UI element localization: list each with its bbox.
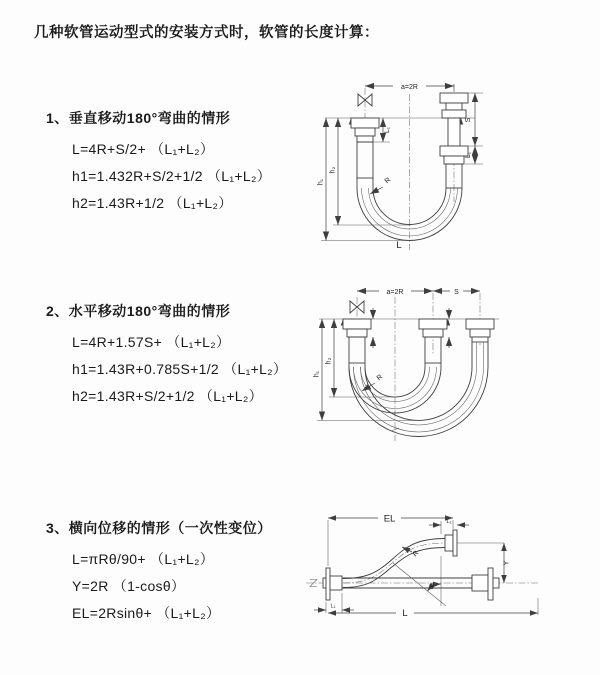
right-pipe-fitting xyxy=(466,319,494,342)
hose-u-bend-displaced xyxy=(349,342,488,437)
formula-line: h2=1.43R+S/2+1/2 （L₁+L₂） xyxy=(72,388,263,404)
radius-leader xyxy=(402,547,420,558)
dim-h1-label: h₁ xyxy=(317,178,325,186)
formula-line: L=4R+1.57S+ （L₁+L₂） xyxy=(72,334,231,350)
left-flange xyxy=(323,568,342,600)
dim-y-label: Y xyxy=(503,560,511,566)
formula-line: L=4R+S/2+ （L₁+L₂） xyxy=(72,141,215,157)
dim-s-label: S xyxy=(454,289,459,296)
section-3-formulas xyxy=(72,546,272,627)
dim-h1-label: h₁ xyxy=(313,370,321,378)
angle-theta-label: θ xyxy=(430,584,434,591)
dim-l1-bottom xyxy=(314,593,354,613)
dim-l xyxy=(328,598,538,619)
dim-l1-top xyxy=(429,519,469,534)
section-3-heading: 3、横向位移的情形（一次性变位） xyxy=(46,520,272,536)
section-3 xyxy=(46,518,272,627)
formula-line: L=πRθ/90+ （L₁+L₂） xyxy=(72,551,215,567)
section-2-heading: 2、水平移动180°弯曲的情形 xyxy=(46,303,231,319)
left-pipe-fitting xyxy=(351,118,379,178)
displaced-flange xyxy=(445,530,457,556)
radius-label: R xyxy=(383,176,393,186)
dim-l1-left-label: L₁ xyxy=(384,126,391,134)
dim-l1-right-label: L₁ xyxy=(465,151,472,159)
dim-h2-label: h₂ xyxy=(329,166,337,174)
dim-l1-top-label: L₁ xyxy=(446,519,452,525)
dim-a2r-label: a=2R xyxy=(386,289,404,296)
left-pipe-fitting xyxy=(343,319,371,363)
section-1 xyxy=(46,108,271,217)
section-1-formulas xyxy=(72,136,271,217)
section-2-formulas xyxy=(72,329,287,410)
formula-line: EL=2Rsinθ+ （L₁+L₂） xyxy=(72,605,221,621)
diagram-horizontal-180-bend xyxy=(313,279,588,464)
dim-a2r xyxy=(365,81,454,92)
length-label: L xyxy=(396,240,402,251)
formula-line: Y=2R （1-cosθ） xyxy=(72,578,186,594)
dim-s xyxy=(433,287,480,297)
diagram-vertical-180-bend xyxy=(313,70,588,265)
section-1-heading: 1、垂直移动180°弯曲的情形 xyxy=(46,110,231,126)
radius-label: R xyxy=(375,373,385,383)
dim-s-label: S xyxy=(465,117,472,123)
dim-l-label: L xyxy=(402,608,408,619)
dim-h2-label: h₂ xyxy=(325,357,333,365)
dim-el-label: EL xyxy=(383,513,396,525)
dim-a2r-label: a=2R xyxy=(401,84,418,91)
middle-pipe-fitting xyxy=(419,319,447,363)
hose-s-curve xyxy=(343,539,445,588)
formula-line: h1=1.43R+0.785S+1/2 （L₁+L₂） xyxy=(72,361,288,377)
dim-l1-bottom-label: L₁ xyxy=(330,603,336,610)
radius-label: R xyxy=(411,549,421,559)
diagram-lateral-displacement xyxy=(298,503,596,633)
section-2 xyxy=(46,301,287,410)
dim-a2r xyxy=(357,287,433,297)
page-title: 几种软管运动型式的安装方式时，软管的长度计算： xyxy=(34,25,379,41)
formula-line: h1=1.432R+S/2+1/2 （L₁+L₂） xyxy=(72,168,272,184)
angle-theta xyxy=(393,556,446,606)
formula-line: h2=1.43R+1/2 （L₁+L₂） xyxy=(72,195,233,211)
centerlines xyxy=(357,293,480,441)
